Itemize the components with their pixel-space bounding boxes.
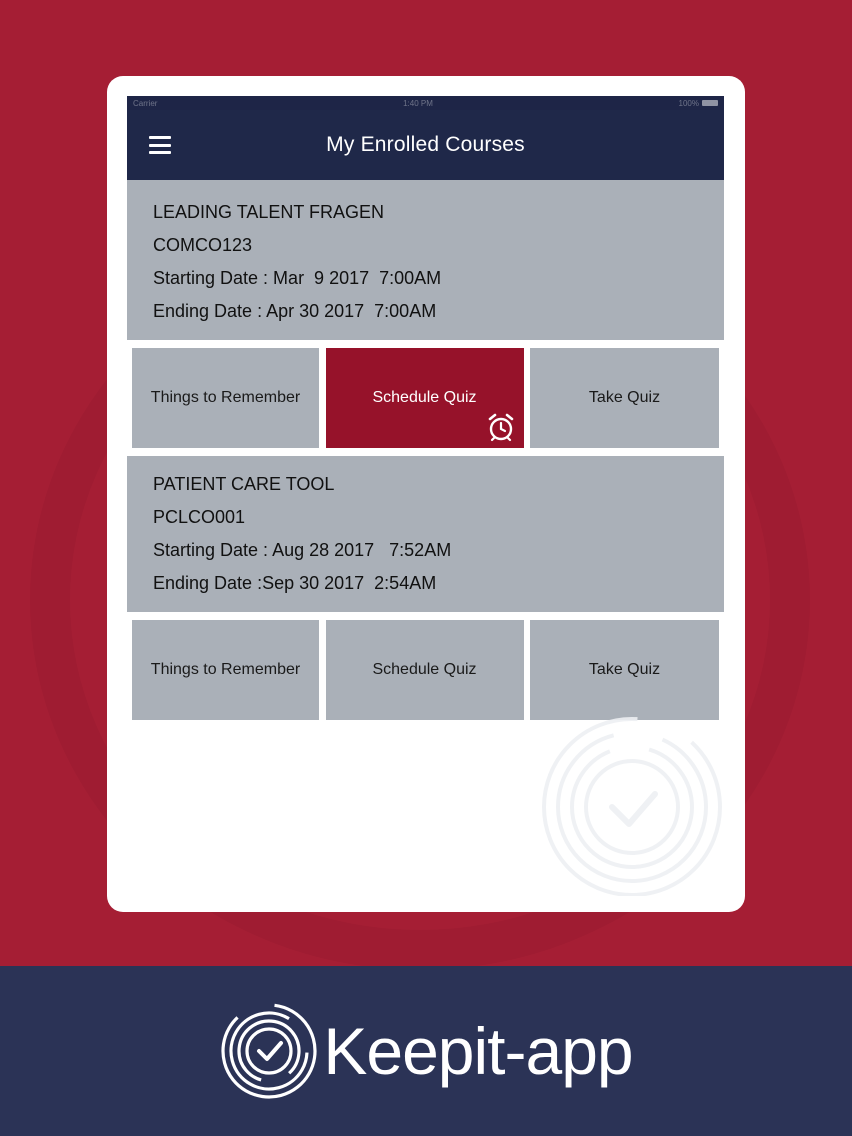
course-code: PCLCO001 [153,507,246,527]
course-actions [127,340,724,456]
course-end-date: Ending Date : Apr 30 2017 7:00AM [153,301,437,321]
navbar [127,110,724,180]
course-card[interactable] [127,180,724,340]
brand-name: Keepit-app [323,1014,633,1088]
course-card[interactable] [127,456,724,612]
page-title: My Enrolled Courses [326,133,525,156]
alarm-clock-icon [486,412,516,442]
things-to-remember-button[interactable]: Things to Remember [132,620,319,720]
hamburger-menu-icon[interactable] [149,136,171,154]
course-actions [127,612,724,728]
schedule-quiz-label: Schedule Quiz [372,389,477,406]
course-name: PATIENT CARE TOOL [153,474,335,494]
take-quiz-button[interactable]: Take Quiz [530,348,719,448]
schedule-quiz-button[interactable]: Schedule Quiz [326,620,524,720]
course-end-date: Ending Date :Sep 30 2017 2:54AM [153,573,437,593]
status-bar [127,96,724,110]
watermark-logo-icon [537,712,724,896]
app-screen [127,96,724,896]
status-carrier: Carrier [133,98,158,108]
schedule-quiz-button[interactable] [326,348,524,448]
course-code: COMCO123 [153,235,253,255]
things-to-remember-button[interactable]: Things to Remember [132,348,319,448]
battery-text: 100% [678,98,699,108]
brand-footer [0,966,852,1136]
checkmark-circle-logo-icon [219,1001,319,1101]
tablet-frame [107,76,745,912]
course-start-date: Starting Date : Aug 28 2017 7:52AM [153,540,452,560]
status-time: 1:40 PM [403,98,433,108]
take-quiz-button[interactable]: Take Quiz [530,620,719,720]
course-start-date: Starting Date : Mar 9 2017 7:00AM [153,268,442,288]
status-battery [679,99,718,108]
course-name: LEADING TALENT FRAGEN [153,202,385,222]
battery-icon [702,100,718,106]
